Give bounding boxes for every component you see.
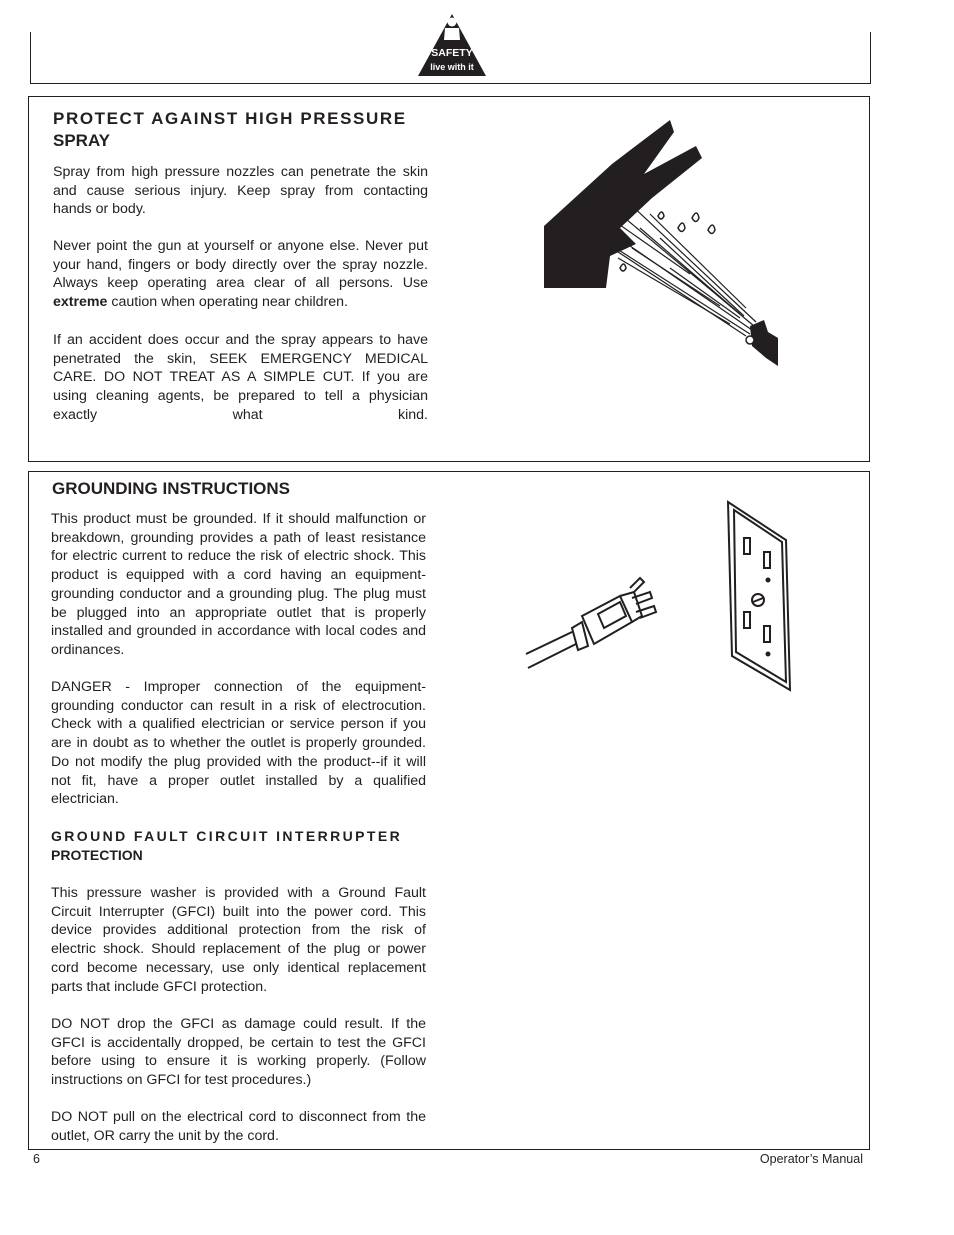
high-pressure-spray-illustration (540, 118, 785, 370)
safety-logo (416, 14, 488, 78)
plug-and-outlet-illustration (524, 498, 796, 694)
cord-paragraph: DO NOT pull on the electrical cord to disconnect from the outlet, OR carry the unit by the cord. (51, 1109, 426, 1144)
gfci-heading-line-2: PROTECTION (51, 846, 143, 863)
heading-line-2: SPRAY (53, 131, 111, 150)
grounding-paragraph: This product must be grounded. If it should malfunction or breakdown, grounding provides a path of least resistance for electric current to reduce the risk of electric shock. This product is equipped with a cord having an equipment-grounding conductor and a grounding plug. The plug must be plugged into an appropriate outlet that is properly installed and grounded in accordance with local codes and ordinances. (51, 511, 426, 658)
danger-paragraph: DANGER - Improper connection of the equipment-grounding conductor can result in a risk of electrocution. Check with a qualified electrician or service person if you are in doubt as to whether the outlet is properly grounded. Do not modify the plug provided with the product--if it will not fit, have a proper outlet installed by a qualified electrician. (51, 679, 426, 808)
high-pressure-heading (53, 108, 441, 152)
heading-line-1: PROTECT AGAINST HIGH PRESSURE (53, 109, 407, 128)
gfci-paragraph: This pressure washer is provided with a Ground Fault Circuit Interrupter (GFCI) built into the power cord. This device provides additional protection from the risk of electric shock. Should replacement of the plug or power cord become necessary, use only identical replacement parts that include GFCI protection. (51, 885, 426, 995)
gun-safety-paragraph (53, 237, 428, 312)
gfci-drop-paragraph: DO NOT drop the GFCI as damage could result. If the GFCI is accidentally dropped, be certain to test the GFCI before using to ensure it is working properly. (Follow instructions on GFCI for test procedures.) (51, 1016, 426, 1089)
accident-paragraph: If an accident does occur and the spray appears to have penetrated the skin, SEEK EMERGENCY MEDICAL CARE. DO NOT TREAT AS A SIMPLE CUT. If you are using cleaning agents, be prepared to tell a physician exactly what kind. (53, 332, 428, 423)
gfci-heading (51, 827, 427, 864)
grounding-heading: GROUNDING INSTRUCTIONS (52, 479, 290, 498)
spray-warning-paragraph: Spray from high pressure nozzles can penetrate the skin and cause serious injury. Keep spray from contacting hands or body. (53, 164, 428, 218)
gun-safety-text-1: Never point the gun at yourself or anyone else. Never put your hand, fingers or body directly over the spray nozzle. Always keep operating area clear of all persons. Use (53, 238, 428, 292)
logo-text-tagline: live with it (430, 62, 474, 72)
page-number: 6 (33, 1152, 40, 1166)
logo-text-safety: SAFETY (431, 47, 473, 59)
gun-safety-text-2: caution when operating near children. (107, 294, 348, 311)
manual-title: Operator’s Manual (759, 1152, 863, 1166)
gun-safety-emphasis: extreme (53, 294, 108, 311)
gfci-heading-line-1: GROUND FAULT CIRCUIT INTERRUPTER (51, 828, 403, 844)
